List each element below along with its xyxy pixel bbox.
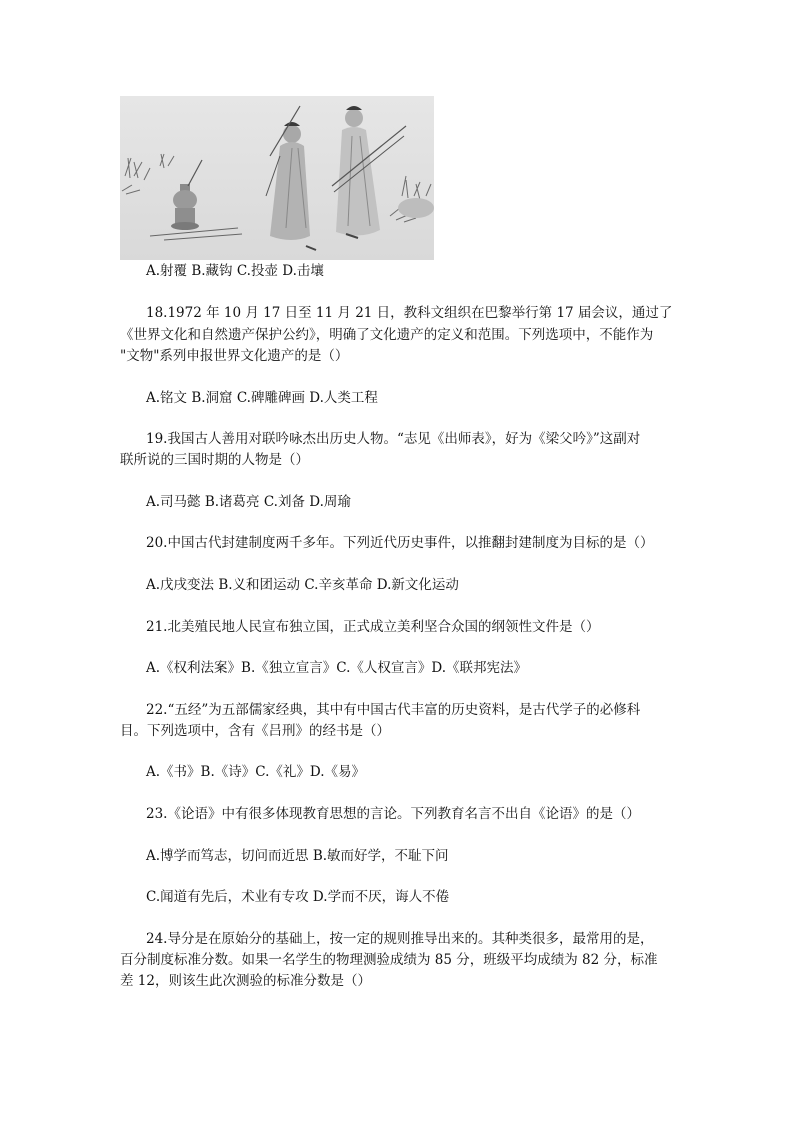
q20-line1: 20.中国古代封建制度两千多年。下列近代历史事件，以推翻封建制度为目标的是（）	[146, 535, 654, 551]
illustration-touhu-painting	[120, 96, 434, 260]
q24-line3: 差 12，则该生此次测验的标准分数是（）	[120, 973, 371, 989]
q22-line1: 22.“五经”为五部儒家经典，其中有中国古代丰富的历史资料，是古代学子的必修科	[146, 702, 641, 718]
q19-line2: 联所说的三国时期的人物是（）	[120, 452, 309, 468]
q24-line1: 24.导分是在原始分的基础上，按一定的规则推导出来的。其种类很多，最常用的是，	[146, 931, 654, 947]
q18-line3: "文物"系列申报世界文化遗产的是（）	[120, 348, 349, 364]
q23-options1: A.博学而笃志，切问而近思 B.敏而好学，不耻下问	[146, 848, 449, 864]
q18-line1: 18.1972 年 10 月 17 日至 11 月 21 日，教科文组织在巴黎举行第 17 届会议，通过了	[146, 305, 673, 321]
q22-options: A.《书》B.《诗》C.《礼》D.《易》	[146, 764, 366, 780]
q19-options: A.司马懿 B.诸葛亮 C.刘备 D.周瑜	[146, 494, 351, 510]
q21-line1: 21.北美殖民地人民宣布独立国，正式成立美利坚合众国的纲领性文件是（）	[146, 619, 600, 635]
painting-image	[120, 96, 434, 260]
q20-options: A.戊戌变法 B.义和团运动 C.辛亥革命 D.新文化运动	[146, 577, 459, 593]
q18-line2: 《世界文化和自然遗产保护公约》，明确了文化遗产的定义和范围。下列选项中，不能作为	[120, 327, 654, 343]
q24-line2: 百分制度标准分数。如果一名学生的物理测验成绩为 85 分，班级平均成绩为 82 分，标准	[120, 952, 658, 968]
q19-line1: 19.我国古人善用对联吟咏杰出历史人物。“志见《出师表》，好为《梁父吟》”这副对	[146, 431, 641, 447]
q23-options2: C.闻道有先后，术业有专攻 D.学而不厌，诲人不倦	[146, 889, 450, 905]
q17-options: A.射覆 B.藏钩 C.投壶 D.击壤	[146, 263, 324, 279]
q18-options: A.铭文 B.洞窟 C.碑雕碑画 D.人类工程	[146, 390, 378, 406]
q23-line1: 23.《论语》中有很多体现教育思想的言论。下列教育名言不出自《论语》的是（）	[146, 806, 640, 822]
q21-options: A.《权利法案》B.《独立宣言》C.《人权宣言》D.《联邦宪法》	[146, 660, 528, 676]
q22-line2: 目。下列选项中，含有《吕刑》的经书是（）	[120, 723, 390, 739]
